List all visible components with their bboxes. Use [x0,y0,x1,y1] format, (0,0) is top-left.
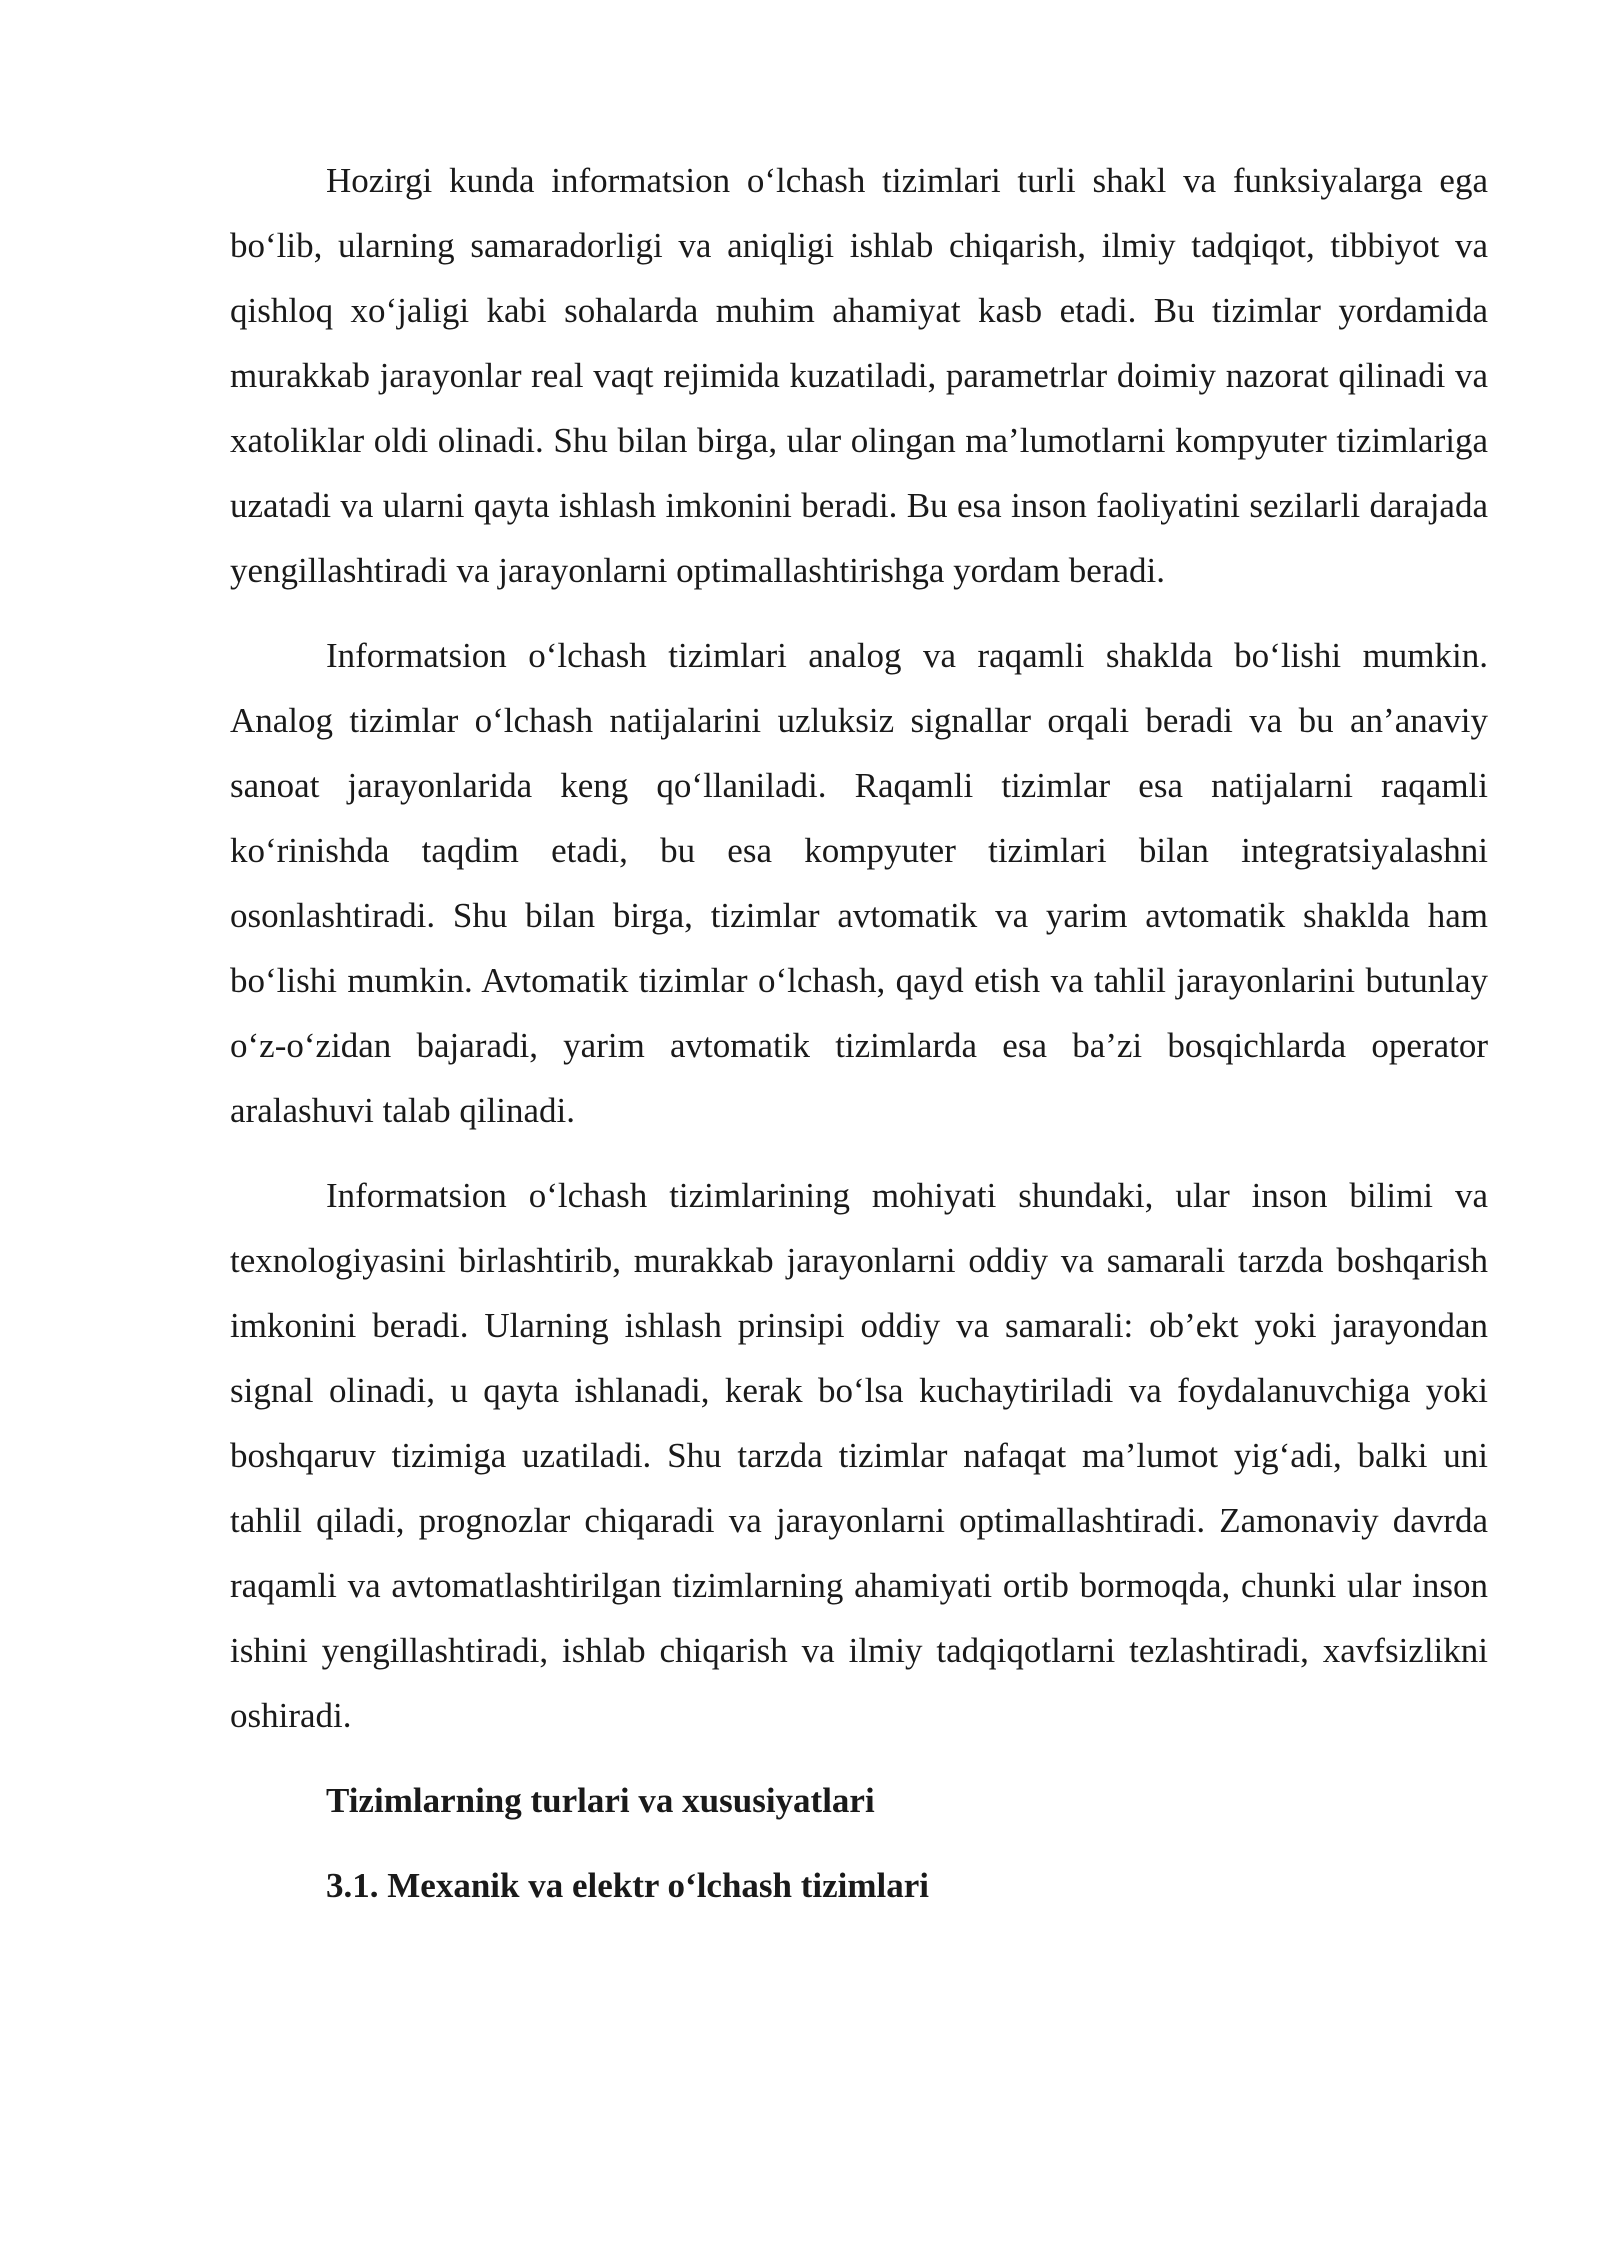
section-heading: Tizimlarning turlari va xususiyatlari [326,1781,875,1820]
paragraph-3: Informatsion o‘lchash tizimlarining mohiyati shundaki, ular inson bilimi va texnologiyasini birlashtirib, murakkab jarayonlarni oddiy va samarali tarzda boshqarish imkonini beradi. Ularning ishlash prinsipi oddiy va samarali: ob’ekt yoki jarayondan signal olinadi, u qayta ishlanadi, kerak bo‘lsa kuchaytiriladi va foydalanuvchiga yoki boshqaruv tizimiga uzatiladi. Shu tarzda tizimlar nafaqat ma’lumot yig‘adi, balki uni tahlil qiladi, prognozlar chiqaradi va jarayonlarni optimallashtiradi. Zamonaviy davrda raqamli va avtomatlashtirilgan tizimlarning ahamiyati ortib bormoqda, chunki ular inson ishini yengillashtiradi, ishlab chiqarish va ilmiy tadqiqotlarni tezlashtiradi, xavfsizlikni oshiradi. [230,1176,1488,1735]
paragraph-1: Hozirgi kunda informatsion o‘lchash tizimlari turli shakl va funksiyalarga ega bo‘lib, ularning samaradorligi va aniqligi ishlab chiqarish, ilmiy tadqiqot, tibbiyot va qishloq xo‘jaligi kabi sohalarda muhim ahamiyat kasb etadi. Bu tizimlar yordamida murakkab jarayonlar real vaqt rejimida kuzatiladi, parametrlar doimiy nazorat qilinadi va xatoliklar oldi olinadi. Shu bilan birga, ular olingan ma’lumotlarni kompyuter tizimlariga uzatadi va ularni qayta ishlash imkonini beradi. Bu esa inson faoliyatini sezilarli darajada yengillashtiradi va jarayonlarni optimallashtirishga yordam beradi. [230,161,1488,590]
paragraph-2: Informatsion o‘lchash tizimlari analog va raqamli shaklda bo‘lishi mumkin. Analog tizimlar o‘lchash natijalarini uzluksiz signallar orqali beradi va bu an’anaviy sanoat jarayonlarida keng qo‘llaniladi. Raqamli tizimlar esa natijalarni raqamli ko‘rinishda taqdim etadi, bu esa kompyuter tizimlari bilan integratsiyalashni osonlashtiradi. Shu bilan birga, tizimlar avtomatik va yarim avtomatik shaklda ham bo‘lishi mumkin. Avtomatik tizimlar o‘lchash, qayd etish va tahlil jarayonlarini butunlay o‘z-o‘zidan bajaradi, yarim avtomatik tizimlarda esa ba’zi bosqichlarda operator aralashuvi talab qilinadi. [230,636,1488,1130]
document-page [230,148,1488,1938]
subsection-heading: 3.1. Mexanik va elektr o‘lchash tizimlari [326,1866,930,1905]
